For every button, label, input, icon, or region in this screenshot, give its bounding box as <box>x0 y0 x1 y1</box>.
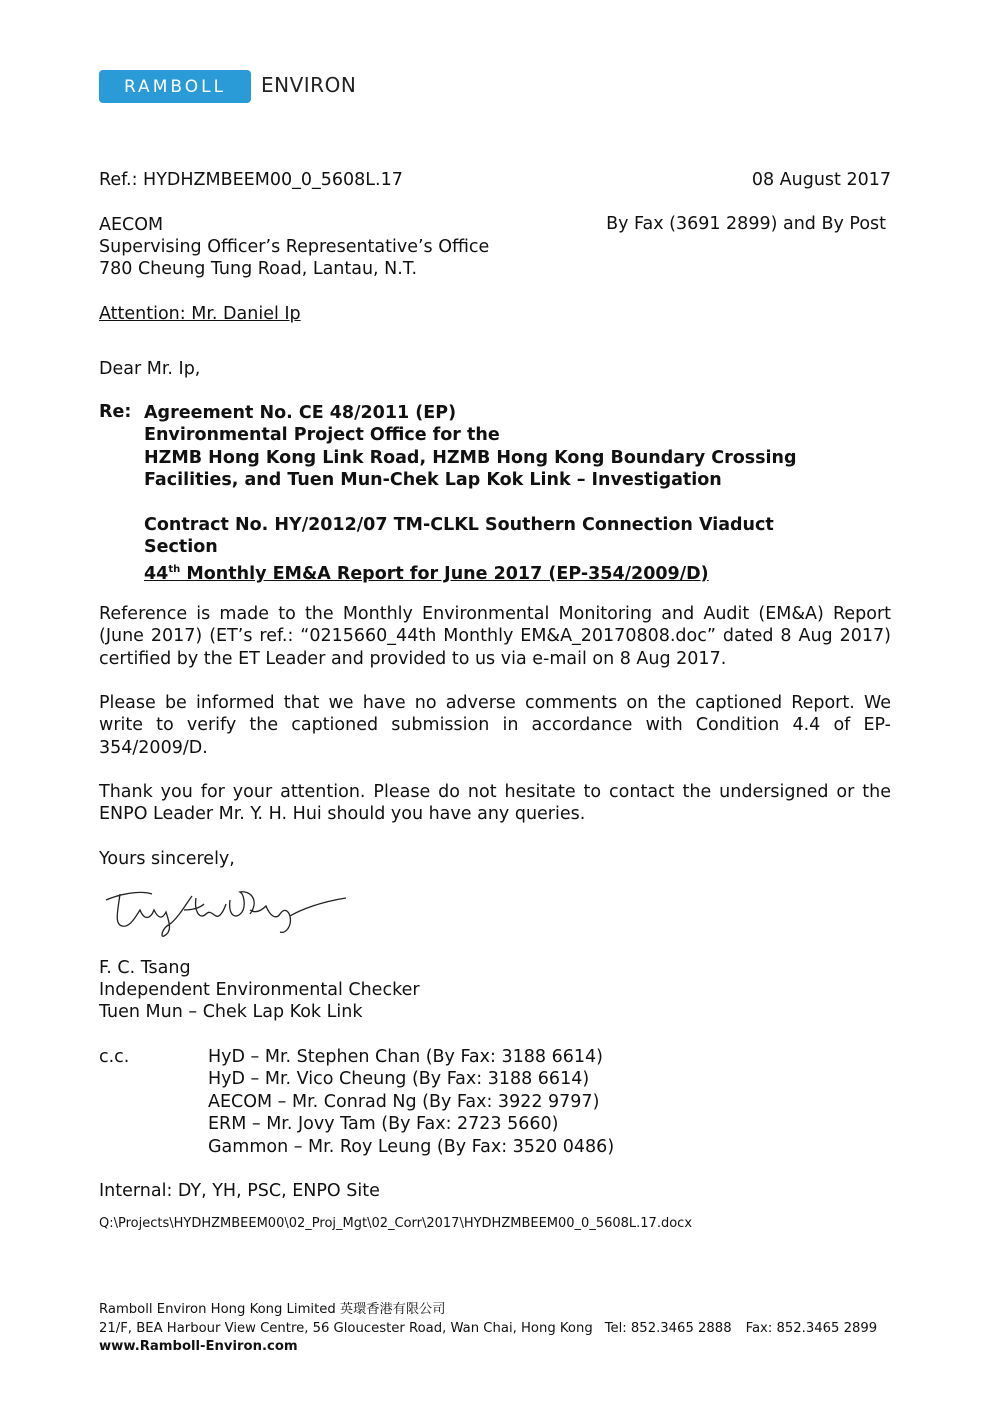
body-paragraph-2: Please be informed that we have no adverse comments on the captioned Report. We write to verify the captioned submission in accordance with Condition 4.4 of EP-354/2009/D. <box>99 693 891 758</box>
cc-label: c.c. <box>99 1047 130 1067</box>
subject-line: Facilities, and Tuen Mun-Chek Lap Kok Link – Investigation <box>144 470 722 491</box>
recipient-address: 780 Cheung Tung Road, Lantau, N.T. <box>99 259 418 279</box>
subject-re-label: Re: <box>99 402 132 422</box>
recipient-office: Supervising Officer’s Representative’s Office <box>99 237 490 257</box>
body-paragraph-1: Reference is made to the Monthly Environmental Monitoring and Audit (EM&A) Report (June 2017) (ET’s ref.: “0215660_44th Monthly EM&A_20170808.doc” dated 8 Aug 2017) certified by the ET Leader and provided to us via e-mail on 8 Aug 2017. <box>99 604 891 669</box>
reference-number: Ref.: HYDHZMBEEM00_0_5608L.17 <box>99 170 403 190</box>
cc-item: AECOM – Mr. Conrad Ng (By Fax: 3922 9797) <box>208 1091 600 1112</box>
signature-image <box>100 880 350 942</box>
company-logo <box>99 70 251 103</box>
footer-company: Ramboll Environ Hong Kong Limited 英環香港有限公司 <box>99 1302 446 1317</box>
signatory-project: Tuen Mun – Chek Lap Kok Link <box>99 1002 363 1022</box>
footer-fax: Fax: 852.3465 2899 <box>745 1321 878 1336</box>
subject-line: Agreement No. CE 48/2011 (EP) <box>144 403 457 423</box>
logo-sub-text: ENVIRON <box>261 73 357 97</box>
subject-line: HZMB Hong Kong Link Road, HZMB Hong Kong Boundary Crossing <box>144 447 797 468</box>
body-paragraph-3: Thank you for your attention. Please do not hesitate to contact the undersigned or the ENPO Leader Mr. Y. H. Hui should you have any queries. <box>99 782 891 825</box>
subject-line: Environmental Project Office for the <box>144 425 500 446</box>
letter-date: 08 August 2017 <box>751 170 891 190</box>
signatory-name: F. C. Tsang <box>99 958 191 978</box>
cc-item: HyD – Mr. Vico Cheung (By Fax: 3188 6614) <box>208 1069 590 1090</box>
salutation: Dear Mr. Ip, <box>99 359 201 379</box>
delivery-method: By Fax (3691 2899) and By Post <box>606 214 886 234</box>
footer-address-line <box>99 1320 877 1339</box>
cc-item: HyD – Mr. Stephen Chan (By Fax: 3188 6614) <box>208 1047 603 1067</box>
recipient-name: AECOM <box>99 215 164 235</box>
footer-website[interactable]: www.Ramboll-Environ.com <box>99 1339 298 1354</box>
subject-block <box>144 402 797 585</box>
cc-item: ERM – Mr. Jovy Tam (By Fax: 2723 5660) <box>208 1114 559 1135</box>
footer-address: 21/F, BEA Harbour View Centre, 56 Gloucester Road, Wan Chai, Hong Kong <box>99 1321 593 1336</box>
footer-tel: Tel: 852.3465 2888 <box>604 1321 732 1336</box>
cc-item: Gammon – Mr. Roy Leung (By Fax: 3520 0486) <box>208 1136 615 1157</box>
internal-distribution: Internal: DY, YH, PSC, ENPO Site <box>99 1181 380 1201</box>
closing: Yours sincerely, <box>99 849 235 869</box>
attention-line: Attention: Mr. Daniel Ip <box>99 304 301 324</box>
subject-line: Contract No. HY/2012/07 TM-CLKL Southern Connection Viaduct <box>144 515 774 536</box>
subject-report-line: 44th Monthly EM&A Report for June 2017 (EP-354/2009/D) <box>144 563 709 584</box>
subject-line: Section <box>144 537 218 558</box>
cc-list <box>208 1046 614 1158</box>
logo-brand-text: RAMBOLL <box>123 76 227 97</box>
file-path: Q:\Projects\HYDHZMBEEM00\02_Proj_Mgt\02_Corr\2017\HYDHZMBEEM00_0_5608L.17.docx <box>99 1216 693 1231</box>
signatory-title: Independent Environmental Checker <box>99 980 420 1000</box>
